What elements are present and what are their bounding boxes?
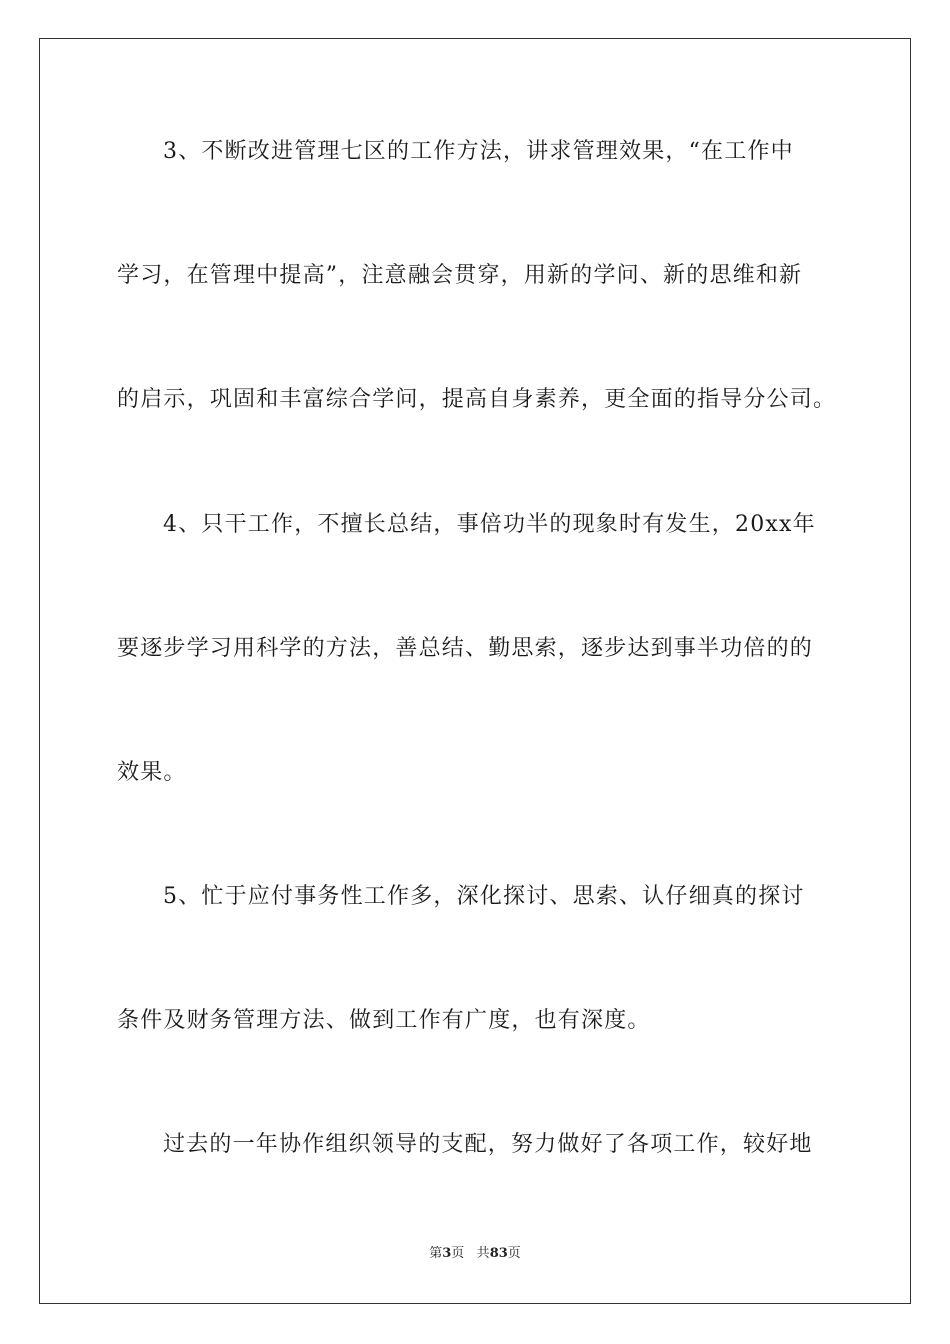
paragraph-line: 4、只干工作，不擅长总结，事倍功半的现象时有发生，20xx年 bbox=[163, 512, 816, 537]
page-footer bbox=[0, 1245, 950, 1263]
page-suffix: 页 bbox=[451, 1246, 465, 1261]
paragraph-line: 3、不断改进管理七区的工作方法，讲求管理效果，“在工作中 bbox=[163, 139, 794, 164]
paragraph-line: 的启示，巩固和丰富综合学问，提高自身素养，更全面的指导分公司。 bbox=[117, 387, 837, 412]
total-prefix: 共 bbox=[476, 1246, 490, 1261]
total-suffix: 页 bbox=[507, 1246, 521, 1261]
page-border bbox=[39, 38, 911, 1304]
page-number: 3 bbox=[442, 1246, 452, 1261]
paragraph-line: 要逐步学习用科学的方法，善总结、勤思索，逐步达到事半功倍的的 bbox=[117, 636, 814, 661]
paragraph-line: 学习，在管理中提高”，注意融会贯穿，用新的学问、新的思维和新 bbox=[117, 263, 803, 288]
page-prefix: 第 bbox=[429, 1246, 443, 1261]
paragraph-line: 效果。 bbox=[117, 760, 187, 785]
paragraph-line: 过去的一年协作组织领导的支配，努力做好了各项工作，较好地 bbox=[163, 1132, 813, 1157]
paragraph-line: 条件及财务管理方法、做到工作有广度，也有深度。 bbox=[117, 1008, 651, 1033]
paragraph-line: 5、忙于应付事务性工作多，深化探讨、思索、认仔细真的探讨 bbox=[163, 884, 805, 909]
total-pages: 83 bbox=[489, 1246, 508, 1261]
